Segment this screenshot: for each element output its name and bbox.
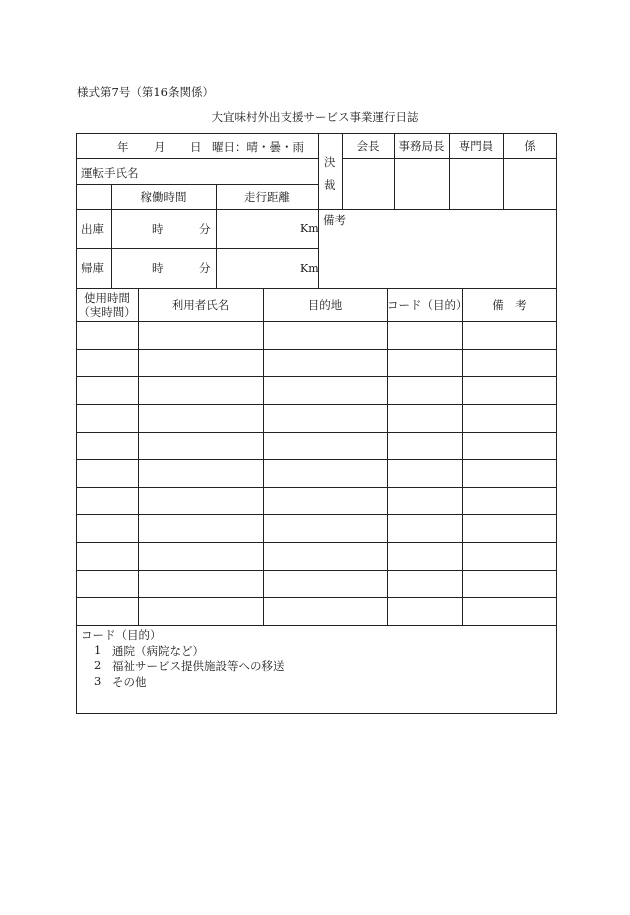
- code-item-2-num: 2: [94, 658, 102, 672]
- departure-hour-label: 時: [152, 221, 164, 236]
- table-row: [76, 459, 557, 460]
- destination-header: 目的地: [307, 297, 343, 312]
- approval-role-staff: 係: [524, 138, 536, 153]
- distance-header: 走行距離: [244, 189, 290, 204]
- code-item-1-num: 1: [94, 643, 102, 657]
- date-month-label: 月: [154, 140, 166, 154]
- operating-time-header: 稼働時間: [140, 189, 187, 204]
- approval-role-secretary-general: 事務局長: [398, 138, 445, 153]
- table-row: [76, 514, 557, 515]
- purpose-code-header: コード（目的）: [387, 297, 468, 312]
- table-row: [76, 404, 557, 405]
- usage-time-header-line2: （実時間）: [78, 304, 136, 319]
- table-row: [76, 432, 557, 433]
- date-day-label: 日: [190, 140, 202, 154]
- usage-time-header: [76, 288, 138, 321]
- return-km-label: Km: [300, 261, 319, 275]
- departure-label: 出庫: [81, 221, 104, 236]
- table-remarks-header: 備 考: [492, 297, 527, 312]
- driver-name-label: 運転手氏名: [81, 166, 139, 180]
- form-title: 大宜味村外出支援サービス事業運行日誌: [211, 110, 419, 124]
- approval-label-top: 決: [324, 155, 336, 169]
- code-item-3-num: 3: [94, 674, 102, 688]
- return-label: 帰庫: [81, 261, 104, 275]
- return-minute-label: 分: [199, 261, 211, 275]
- table-row: [76, 570, 557, 571]
- remarks-label: 備考: [323, 213, 346, 227]
- table-row: [76, 321, 557, 322]
- user-name-header: 利用者氏名: [171, 297, 230, 312]
- table-row: [76, 487, 557, 488]
- approval-label-bottom: 裁: [324, 178, 336, 192]
- table-row: [76, 376, 557, 377]
- departure-minute-label: 分: [199, 221, 211, 236]
- date-year-label: 年: [117, 140, 129, 154]
- return-hour-label: 時: [152, 261, 164, 275]
- departure-km-label: Km: [300, 222, 319, 235]
- table-row: [76, 349, 557, 350]
- table-row: [76, 542, 557, 543]
- approval-role-chair: 会長: [356, 138, 380, 153]
- usage-time-header-line1: 使用時間: [84, 290, 130, 305]
- code-item-2-text: 福祉サービス提供施設等への移送: [112, 659, 285, 673]
- code-item-3-text: その他: [112, 675, 147, 689]
- code-item-1-text: 通院（病院など）: [112, 644, 204, 658]
- table-row: [76, 597, 557, 598]
- form-number: 様式第7号（第16条関係）: [77, 85, 214, 99]
- approval-role-specialist: 専門員: [458, 138, 494, 153]
- weather-label: 曜日：晴・曇・雨: [212, 140, 304, 154]
- code-legend-title: コード（目的）: [81, 628, 162, 642]
